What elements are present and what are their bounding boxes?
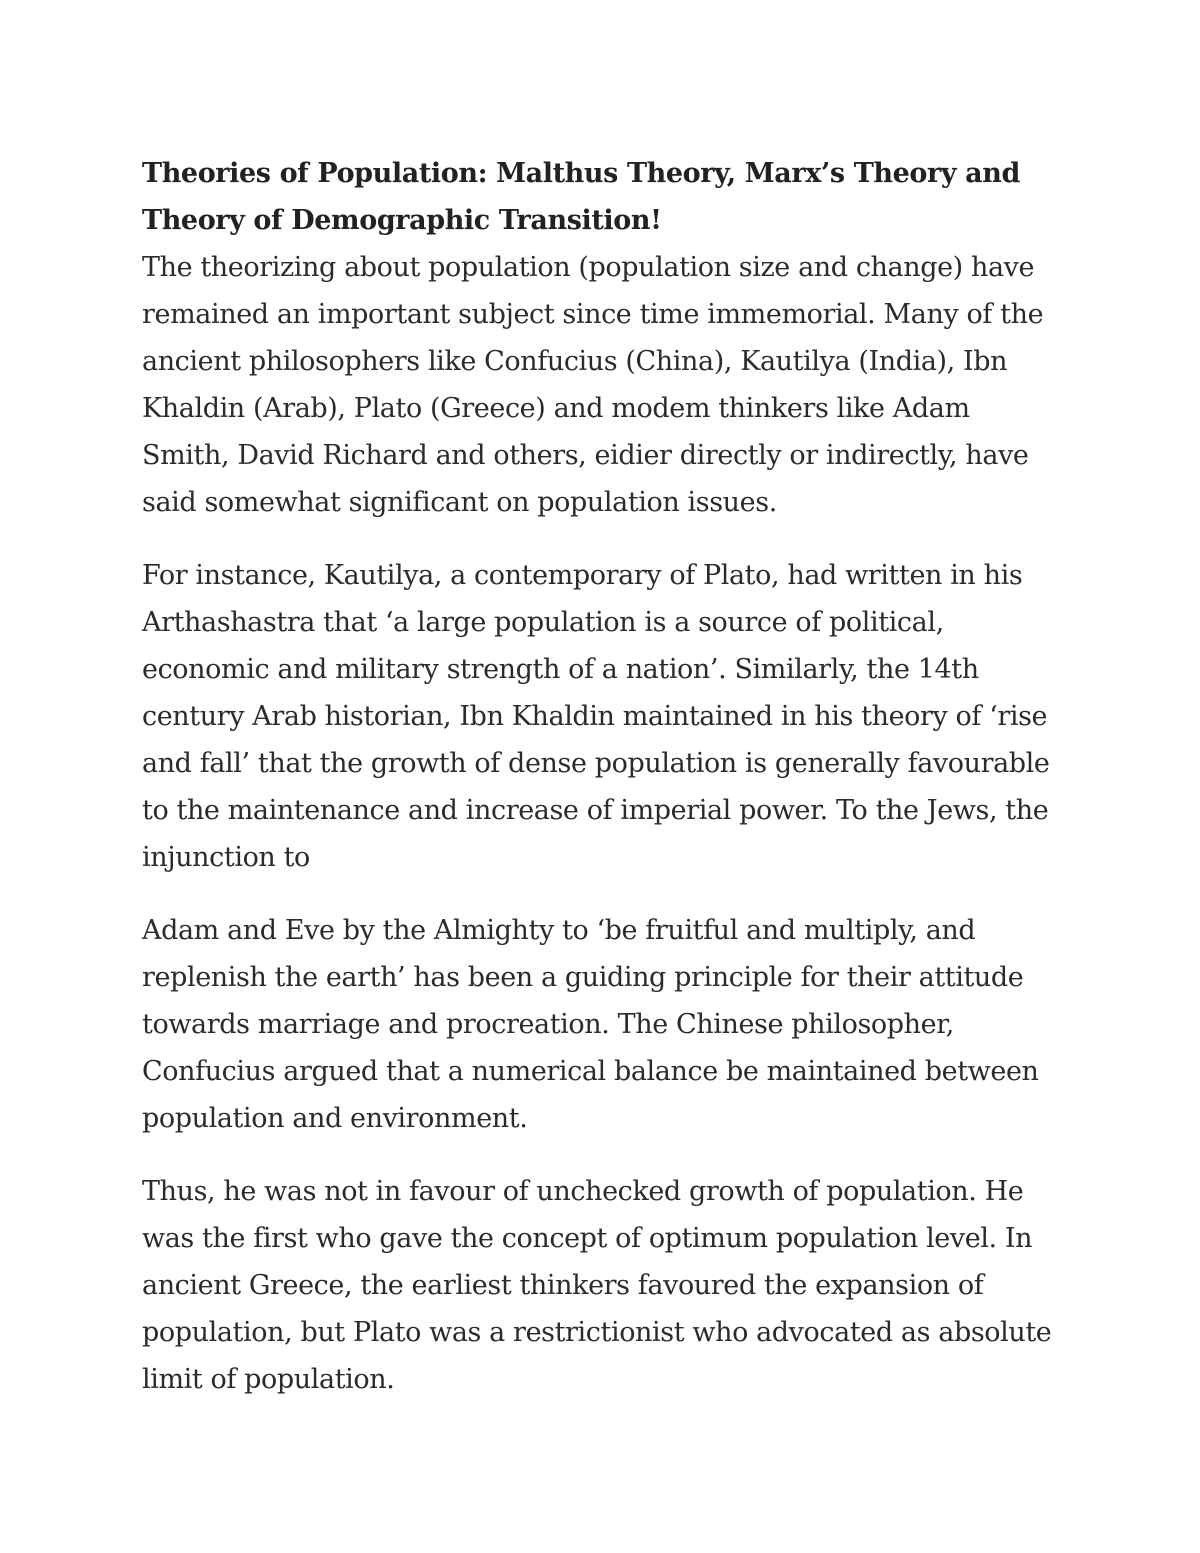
paragraph-kautilya: For instance, Kautilya, a contemporary of Plato, had written in his Arthashastra that ‘a large population is a source of political, economic and military strength of a nation’. Similarly, the 14th century Arab historian, Ibn Khaldin maintained in his theory of ‘rise and fall’ that the growth of dense population is generally favourable to the maintenance and increase of imperial power. To the Jews, the injunction to bbox=[142, 560, 1050, 873]
document-page bbox=[142, 150, 1062, 1429]
document-title: Theories of Population: Malthus Theory, Marx’s Theory and Theory of Demographic Transition! bbox=[142, 158, 1020, 236]
paragraph-optimum: Thus, he was not in favour of unchecked growth of population. He was the first who gave the concept of optimum population level. In ancient Greece, the earliest thinkers favoured the expansion of population, but Plato was a restrictionist who advocated as absolute limit of population. bbox=[142, 1176, 1052, 1395]
paragraph-intro: The theorizing about population (population size and change) have remained an important subject since time immemorial. Many of the ancient philosophers like Confucius (China), Kautilya (India), Ibn Khaldin (Arab), Plato (Greece) and modem thinkers like Adam Smith, David Richard and others, eidier directly or indirectly, have said somewhat significant on population issues. bbox=[142, 252, 1044, 518]
paragraph-adam-eve: Adam and Eve by the Almighty to ‘be fruitful and multiply, and replenish the earth’ has been a guiding principle for their attitude towards marriage and procreation. The Chinese philosopher, Confucius argued that a numerical balance be maintained between population and environment. bbox=[142, 915, 1039, 1134]
